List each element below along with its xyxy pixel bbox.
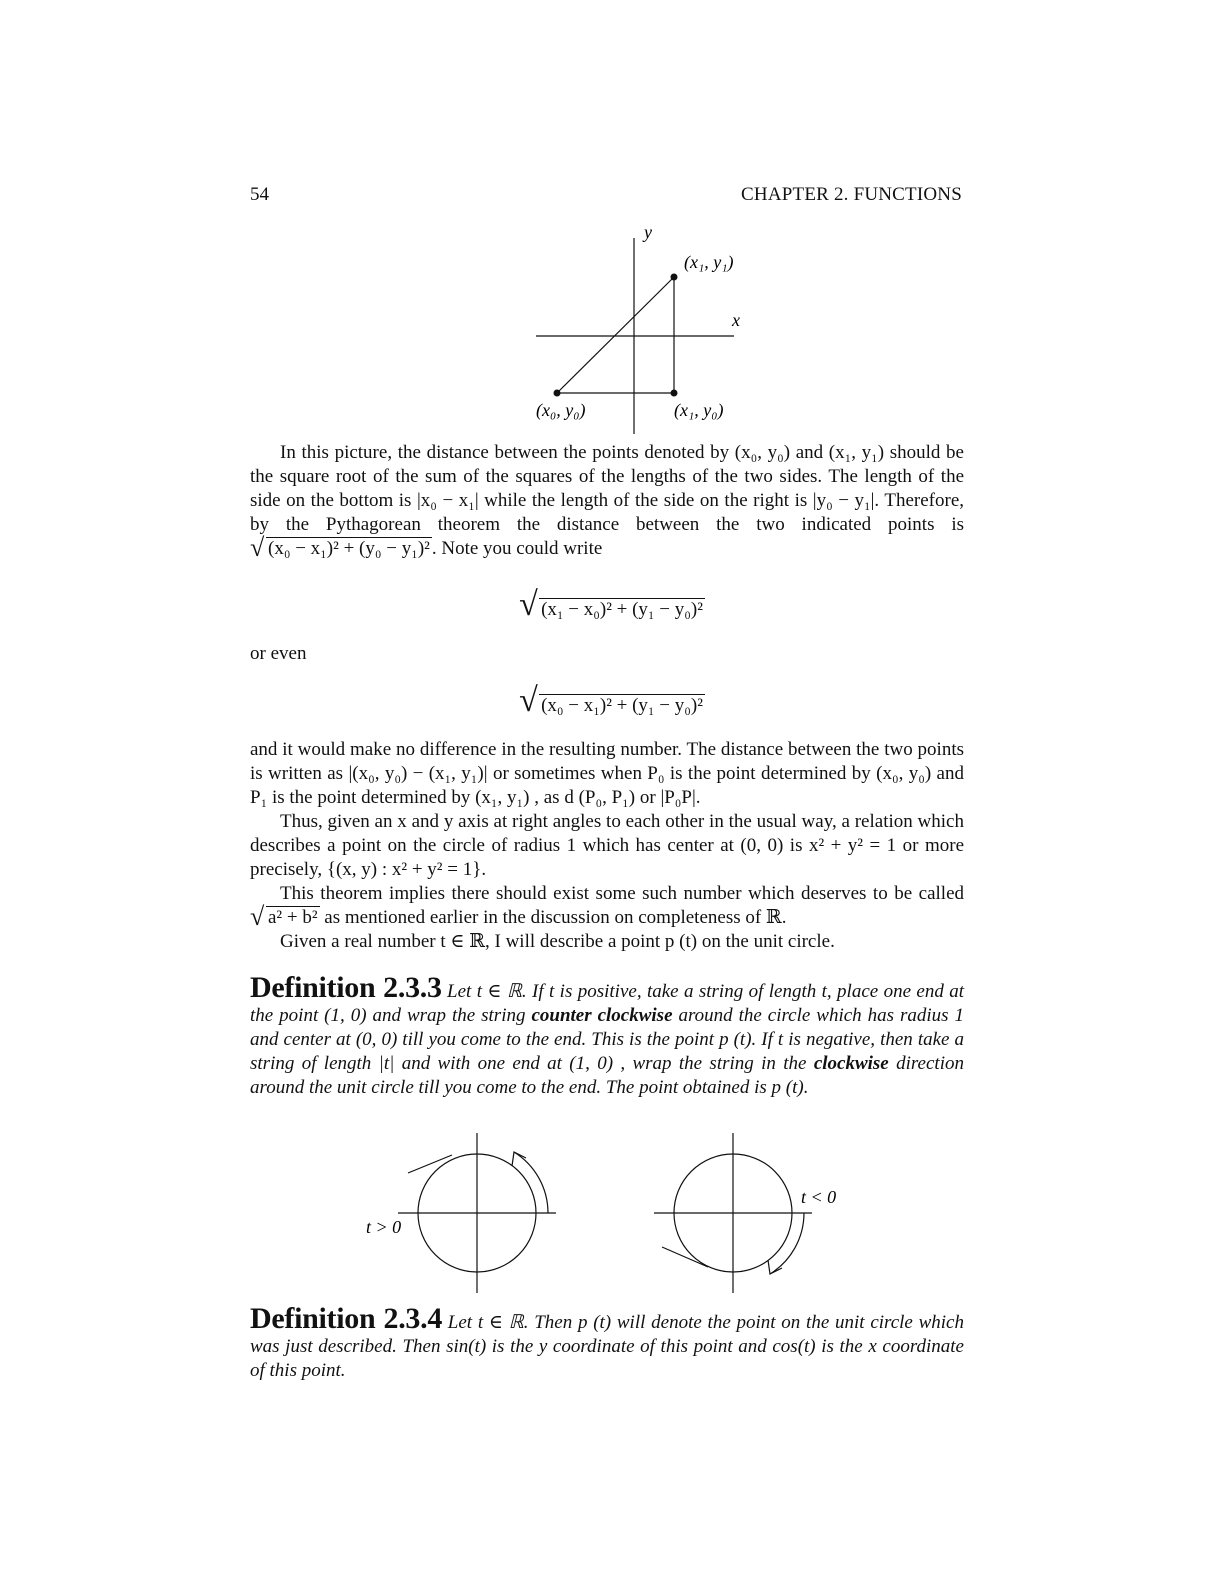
paragraph-distance-notation: and it would make no difference in the resulting number. The distance between the two points is written as |(x₀, y₀) − (x₁, y₁)| or sometimes when P₀ is the point determined by (x₀, y₀) and P₁ is the point determined by (x₁, y₁) , as d (P₀, P₁) or |P₀P|.: [250, 739, 964, 808]
counterclockwise-arrow: [514, 1152, 548, 1213]
point-x0-y0: [554, 390, 561, 397]
radical-sign: √: [519, 586, 538, 623]
or-even-text: or even: [250, 643, 307, 664]
inline-sqrt: [250, 533, 432, 562]
point-x1-y1: [671, 274, 678, 281]
right-unit-circle: [654, 1133, 836, 1293]
definition-text-b: around the circle which has radius 1 and center at (0, 0) till you come to the end. This is the point p (t). If t is negative, then take a string of length |t| and with one end at (1, 0) , wrap the string in the: [250, 1005, 964, 1074]
y-axis-label: y: [644, 222, 652, 242]
label-x1-y1: (x₁, y₁): [684, 252, 734, 272]
left-label: t > 0: [366, 1217, 402, 1237]
radical-sign: √: [519, 682, 538, 719]
radical-sign: √: [250, 902, 265, 931]
distance-figure: [520, 220, 760, 440]
right-string: [662, 1247, 708, 1267]
inline-radicand-ab: a² + b²: [268, 907, 318, 928]
right-label: t < 0: [801, 1187, 837, 1207]
definition-heading: Definition 2.3.3: [250, 971, 442, 1004]
definition-text-c: direction around the unit circle till you come to the end. The point obtained is p (t).: [250, 1053, 964, 1098]
left-string: [408, 1155, 452, 1173]
paragraph-point-p: Given a real number t ∈ ℝ, I will describe a point p (t) on the unit circle.: [280, 931, 835, 952]
point-x1-y0: [671, 390, 678, 397]
x-axis-label: x: [732, 310, 740, 330]
definition-2-3-4: [250, 1302, 964, 1383]
equation-2: [0, 682, 1224, 719]
page-number: 54: [250, 184, 269, 205]
clockwise-arrow: [770, 1213, 804, 1274]
definition-2-3-3: [250, 971, 964, 1100]
equation-1-radicand: (x₁ − x₀)² + (y₁ − y₀)²: [541, 599, 703, 620]
radical-sign: √: [250, 533, 265, 562]
inline-radicand: (x₀ − x₁)² + (y₀ − y₁)²: [268, 538, 430, 559]
definition-text: Let t ∈ ℝ. Then p (t) will denote the point on the unit circle which was just described. Then sin(t) is the y coordinate of this point and cos(t) is the x coordinate of this point.: [250, 1312, 964, 1381]
paragraph-theorem-text: This theorem implies there should exist some such number which deserves to be called: [280, 883, 964, 904]
hypotenuse: [557, 277, 674, 393]
paragraph-distance: [250, 441, 964, 561]
left-unit-circle: [366, 1133, 556, 1293]
paragraph-theorem-tail: as mentioned earlier in the discussion on completeness of ℝ.: [319, 907, 787, 928]
unit-circle-figure: [360, 1125, 860, 1300]
definition-text-a: Let t ∈ ℝ. If t is positive, take a string of length t, place one end at the point (1, 0) and wrap the string: [250, 981, 964, 1026]
equation-1-sqrt: [519, 586, 705, 623]
paragraph-distance-text: In this picture, the distance between the points denoted by (x₀, y₀) and (x₁, y₁) should be the square root of the sum of the squares of the lengths of the two sides. The length of the side on the bottom is |x₀ − x₁| while the length of the side on the right is |y₀ − y₁|. Therefore, by the Pythagorean theorem the distance between the two indicated points is: [250, 442, 964, 535]
paragraph-unit-circle: Thus, given an x and y axis at right angles to each other in the usual way, a relation which describes a point on the circle of radius 1 which has center at (0, 0) is x² + y² = 1 or more precisely, {(x, y) : x² + y² = 1}.: [250, 811, 964, 880]
inline-sqrt-ab: [250, 902, 320, 931]
definition-bold-a: counter clockwise: [531, 1005, 673, 1026]
equation-1: [0, 586, 1224, 623]
label-x0-y0: (x₀, y₀): [536, 400, 586, 420]
label-x1-y0: (x₁, y₀): [674, 400, 724, 420]
paragraph-distance-tail: . Note you could write: [431, 538, 603, 559]
definition-bold-b: clockwise: [813, 1053, 889, 1074]
equation-2-radicand: (x₀ − x₁)² + (y₁ − y₀)²: [541, 695, 703, 716]
definition-heading: Definition 2.3.4: [250, 1302, 443, 1335]
equation-2-sqrt: [519, 682, 705, 719]
running-head: CHAPTER 2. FUNCTIONS: [741, 184, 962, 205]
paragraph-theorem: [250, 882, 964, 930]
